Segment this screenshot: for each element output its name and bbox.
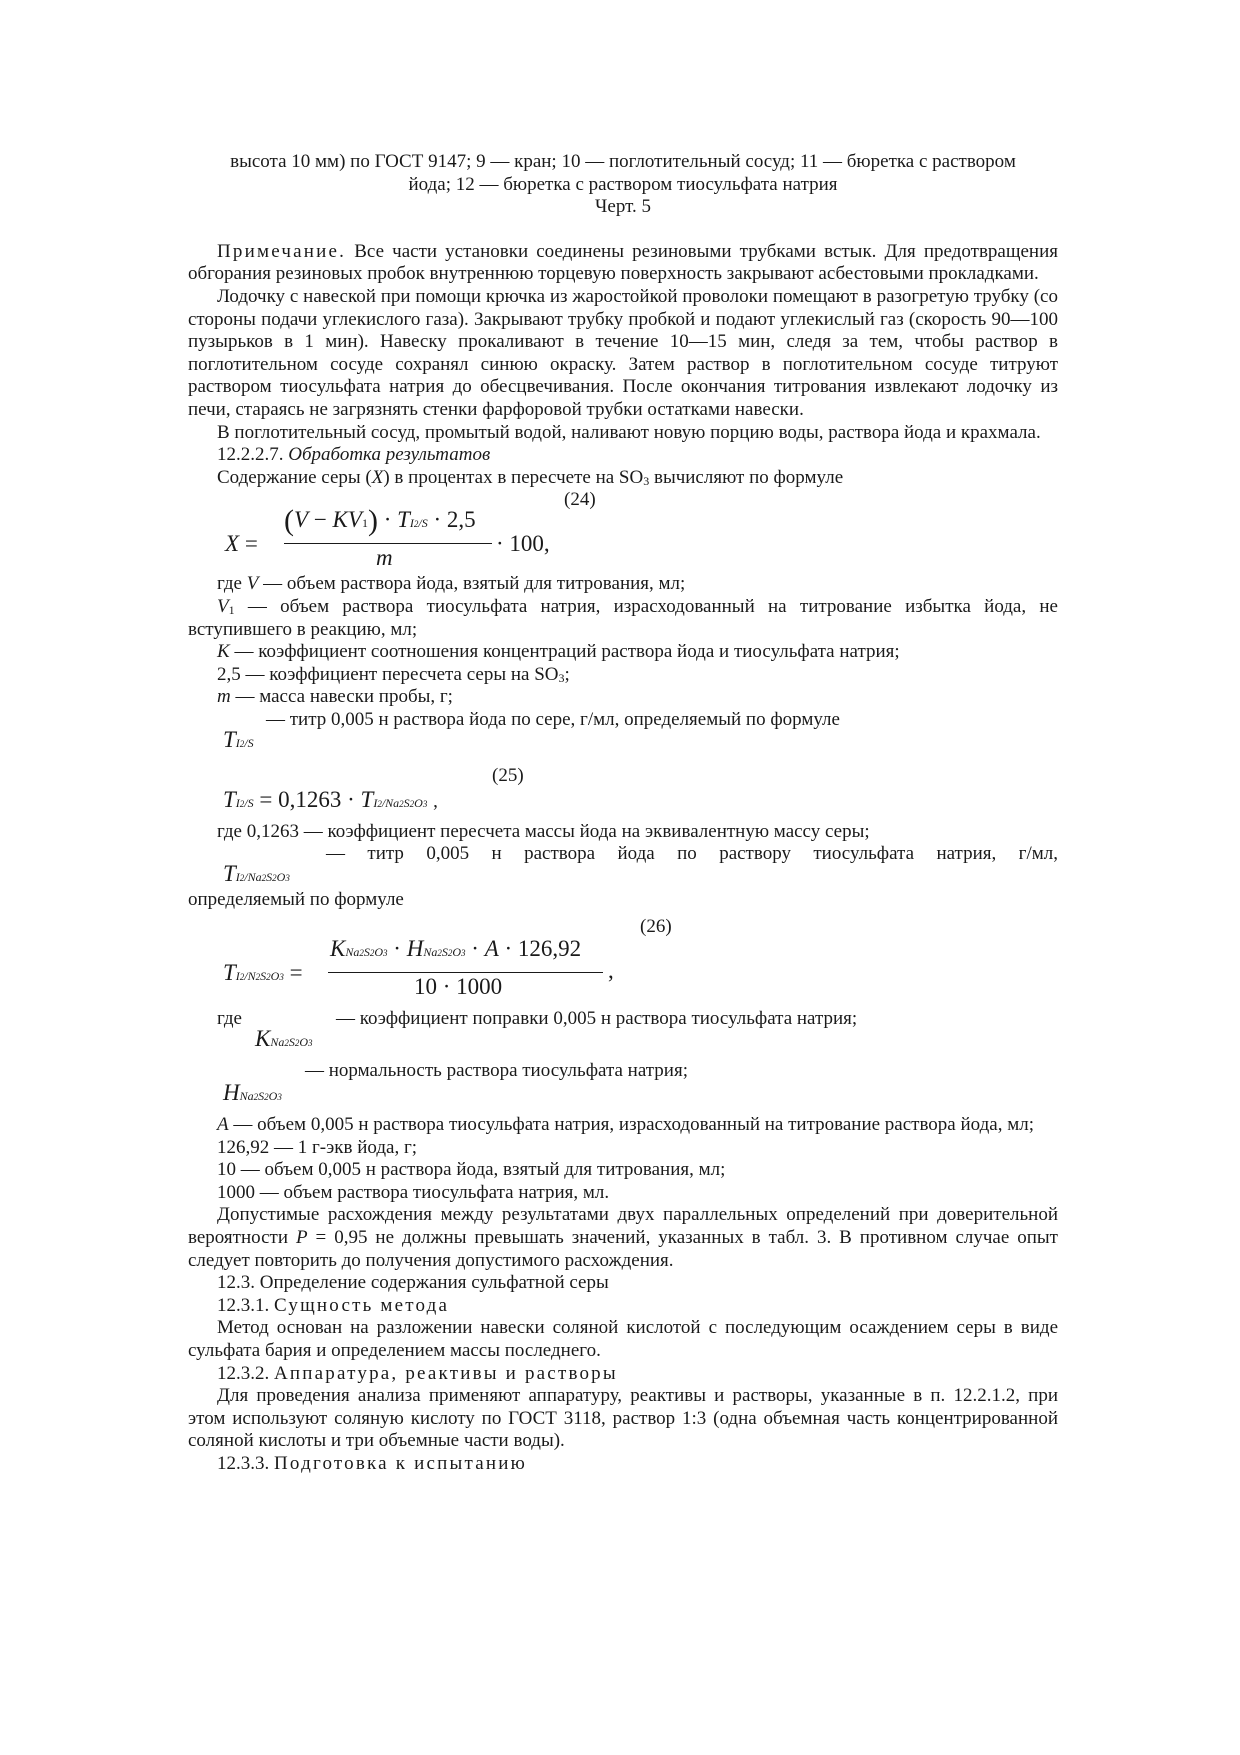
- where-t-symbol: TI2/S: [223, 726, 254, 752]
- where-v1: $V_1$ — объем раствора тиосульфата натрия, израсходованный на титрование избытка йода, не вступившего в реакцию, мл;: [188, 595, 1058, 640]
- formula-26-denominator: 10 · 1000: [414, 974, 503, 1000]
- formula-25: [188, 763, 1058, 821]
- s3-number: 12.3.3.: [217, 1452, 270, 1474]
- where-v: где V — объем раствора йода, взятый для титрования, мл;: [217, 573, 686, 595]
- note-paragraph: [188, 241, 1058, 286]
- where-1000: 1000 — объем раствора тиосульфата натрия, мл.: [217, 1181, 610, 1203]
- formula-24-number: (24): [564, 489, 596, 511]
- s3-title: Подготовка к испытанию: [274, 1452, 527, 1474]
- tolerance-paragraph: [188, 1204, 1058, 1272]
- s1-number: 12.3.1.: [217, 1294, 270, 1316]
- where-a-text: — объем 0,005 н раствора тиосульфата натрия, израсходованный на титрование раствора йода, мл;: [233, 1114, 1034, 1136]
- where-t-block: [188, 709, 1058, 763]
- formula-26-eq: =: [289, 960, 303, 986]
- formula-26-lhs: TI2/N2S2O3 =: [223, 960, 303, 986]
- figure-caption: [188, 151, 1058, 219]
- formula-24-tail: · 100,: [496, 531, 550, 557]
- intro-sub: 3: [643, 473, 650, 488]
- where-k: K — коэффициент соотношения концентраций раствора йода и тиосульфата натрия;: [217, 641, 900, 663]
- formula-26: [188, 912, 1058, 1008]
- intro-var: X: [371, 466, 384, 488]
- where-126-92: 126,92 — 1 г-экв йода, г;: [217, 1136, 418, 1158]
- formula-26-number: (26): [640, 916, 672, 938]
- where-titr-block: [188, 843, 1058, 889]
- note-text: Все части установки соединены резиновыми трубками встык. Для предотвращения обгорания резиновых пробок внутреннюю торцевую поверхность закрывают асбестовыми прокладками.: [188, 240, 1058, 285]
- where-0-1263: где 0,1263 — коэффициент пересчета массы йода на эквивалентную массу серы;: [217, 820, 870, 842]
- where-coef: [188, 664, 1058, 687]
- where-h-text: — нормальность раствора тиосульфата натрия;: [305, 1060, 688, 1082]
- where-k-correction-text: — коэффициент поправки 0,005 н раствора тиосульфата натрия;: [336, 1008, 858, 1030]
- where-coef-text: 2,5 — коэффициент пересчета серы на SO: [217, 663, 559, 685]
- section-heading-12-3-3: [188, 1453, 1058, 1476]
- where-k-correction-block: [188, 1008, 1058, 1060]
- where-coef-tail: ;: [564, 663, 570, 685]
- paragraph-boat: Лодочку с навеской при помощи крючка из жаростойкой проволоки помещают в разогретую трубку (со стороны подачи углекислого газа). Закрывают трубку пробкой и подают углекислый газ (скорость 90—100 пузырьков в 1 мин). Навеску прокаливают в течение 10—15 мин, следя за тем, чтобы раствор в поглотительном сосуде сохранял синюю окраску. Затем раствор в поглотительном сосуде титруют раствором тиосульфата натрия до обесцвечивания. После окончания титрования извлекают лодочку из печи, стараясь не загрязнять стенки фарфоровой трубки остатками навески.: [188, 285, 1058, 420]
- formula-24-fraction-bar: [284, 543, 492, 544]
- where-h-block: [188, 1060, 1058, 1114]
- formula-26-tail: ,: [608, 958, 614, 984]
- tolerance-var: P: [295, 1227, 308, 1249]
- section-heading-12-2-2-7: [188, 444, 1058, 467]
- where-titr-symbol: TI2/Na2S2O3: [223, 861, 290, 887]
- caption-line-2: йода; 12 — бюретка с раствором тиосульфата натрия: [408, 173, 838, 195]
- tolerance-text-1: Допустимые расхождения между результатами двух параллельных определений при доверительной вероятности: [188, 1204, 1058, 1249]
- document-body: [188, 151, 1058, 1476]
- paragraph-absorber: В поглотительный сосуд, промытый водой, наливают новую порцию воды, раствора йода и крахмала.: [217, 421, 1041, 443]
- section-12-3-2-text: Для проведения анализа применяют аппаратуру, реактивы и растворы, указанные в п. 12.2.1.2, при этом используют соляную кислоту по ГОСТ 3118, раствор 1:3 (одна объемная часть концентрированной соляной кислоты и три объемные части воды).: [188, 1385, 1058, 1452]
- where-v1-text: — объем раствора тиосульфата натрия, израсходованный на титрование избытка йода, не вступившего в реакцию, мл;: [188, 595, 1058, 640]
- formula-26-fraction-bar: [328, 972, 603, 973]
- formula-24-denominator: m: [376, 545, 393, 571]
- formula-24-numerator: (V − KV1) · TI2/S · 2,5: [284, 504, 476, 538]
- where-h-symbol: HNa2S2O3: [223, 1080, 282, 1106]
- formula-intro: [188, 467, 1058, 490]
- where-a: A — объем 0,005 н раствора тиосульфата натрия, израсходованный на титрование раствора йода, мл;: [217, 1114, 1034, 1136]
- where-coef-sub: 3: [558, 670, 565, 685]
- figure-label: Черт. 5: [595, 196, 651, 218]
- where-k-prefix: где: [217, 1008, 242, 1030]
- caption-line-1: высота 10 мм) по ГОСТ 9147; 9 — кран; 10 — поглотительный сосуд; 11 — бюретка с раствором: [230, 151, 1016, 172]
- formula-25-body: TI2/S = 0,1263 · TI2/Na2S2O3 ,: [223, 786, 438, 812]
- formula-25-tail: ,: [433, 790, 438, 812]
- section-12-3-1-text: Метод основан на разложении навески соляной кислотой с последующим осаждением серы в виде сульфата бария и определением массы последнего.: [188, 1317, 1058, 1361]
- where-10: 10 — объем 0,005 н раствора йода, взятый для титрования, мл;: [217, 1159, 726, 1181]
- where-t-text: — титр 0,005 н раствора йода по сере, г/мл, определяемый по формуле: [266, 708, 840, 730]
- formula-26-numerator: KNa2S2O3 · HNa2S2O3 · A · 126,92: [330, 936, 582, 962]
- section-heading-12-3-1: [188, 1295, 1058, 1318]
- section-number: 12.2.2.7.: [217, 444, 284, 466]
- s1-title: Сущность метода: [274, 1294, 450, 1316]
- intro-text-2: ) в процентах в пересчете на SO: [383, 466, 644, 488]
- formula-24: [188, 489, 1058, 573]
- section-heading-12-3-2: [188, 1363, 1058, 1386]
- intro-text-3: вычисляют по формуле: [649, 466, 844, 488]
- formula-24-lhs: X =: [225, 531, 258, 557]
- where-titr-text: — титр 0,005 н раствора йода по раствору тиосульфата натрия, г/мл,: [326, 843, 1058, 865]
- section-heading-12-3: 12.3. Определение содержания сульфатной серы: [217, 1272, 609, 1294]
- s2-number: 12.3.2.: [217, 1362, 270, 1384]
- where-k-text: — коэффициент соотношения концентраций раствора йода и тиосульфата натрия;: [234, 641, 900, 663]
- section-title: Обработка результатов: [288, 444, 491, 466]
- tolerance-text-2: = 0,95 не должны превышать значений, указанных в табл. 3. В противном случае опыт следует повторить до получения допустимого расхождения.: [188, 1227, 1058, 1271]
- note-label: Примечание.: [217, 240, 347, 262]
- where-m: m — масса навески пробы, г;: [217, 686, 453, 708]
- where-m-text: — масса навески пробы, г;: [235, 686, 453, 708]
- where-titr-continued: определяемый по формуле: [188, 889, 404, 911]
- s2-title: Аппаратура, реактивы и растворы: [274, 1362, 618, 1384]
- where-k-correction-symbol: KNa2S2O3: [255, 1026, 313, 1052]
- formula-25-number: (25): [492, 764, 524, 786]
- intro-text-1: Содержание серы (: [217, 466, 372, 488]
- formula-25-text: = 0,1263 ·: [259, 786, 355, 812]
